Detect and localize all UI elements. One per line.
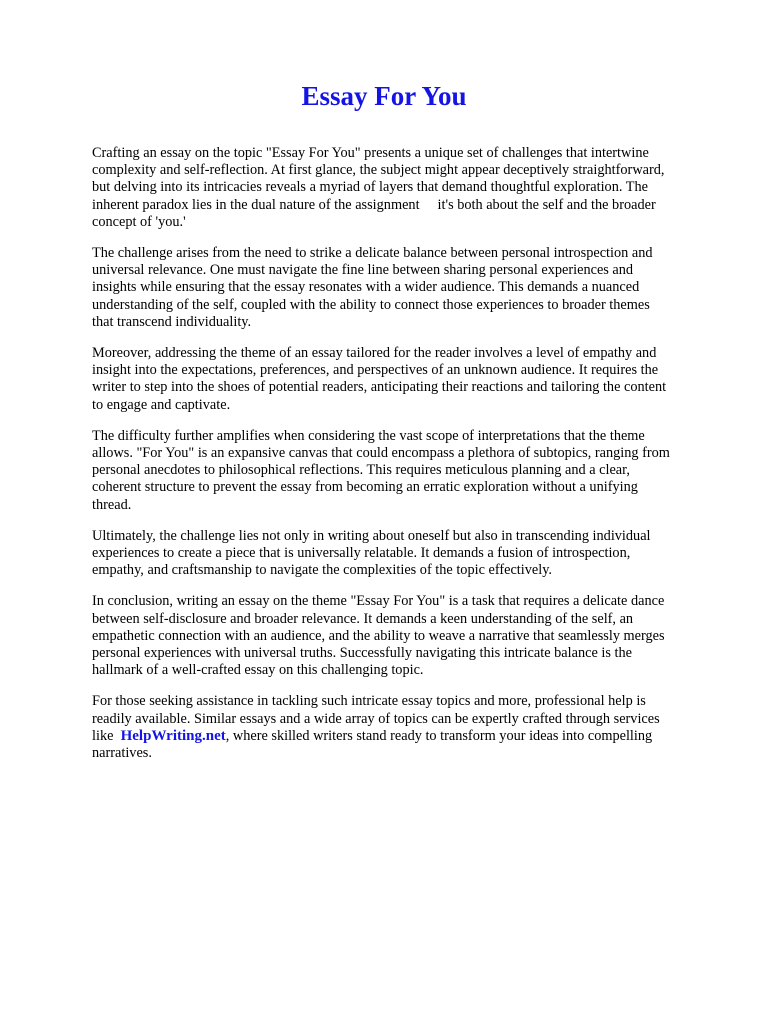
text-line: empathetic connection with an audience, and the ability to weave a narrative that seamlessly merges — [92, 627, 665, 644]
paragraph-7 — [92, 693, 732, 762]
text-line: concept of 'you.' — [92, 213, 186, 230]
text-line — [92, 197, 732, 214]
text-line — [92, 728, 732, 745]
text-line: between self-disclosure and broader relevance. It demands a keen understanding of the self, an — [92, 610, 634, 627]
text-line: insights while ensuring that the essay resonates with a wider audience. This demands a nuanced — [92, 279, 640, 296]
text-line: allows. "For You" is an expansive canvas that could encompass a plethora of subtopics, ranging from — [92, 445, 670, 462]
text-line: readily available. Similar essays and a wide array of topics can be expertly crafted through services — [92, 710, 660, 727]
text-line: hallmark of a well-crafted essay on this challenging topic. — [92, 662, 424, 679]
text-fragment: like — [92, 727, 114, 744]
text-line: that transcend individuality. — [92, 313, 252, 330]
text-line: The difficulty further amplifies when considering the vast scope of interpretations that the theme — [92, 427, 645, 444]
paragraph-6 — [92, 593, 732, 679]
text-line: Ultimately, the challenge lies not only in writing about oneself but also in transcending individual — [92, 527, 651, 544]
paragraph-3 — [92, 345, 732, 414]
document-body — [92, 145, 732, 776]
text-fragment: it's both about the self and the broader — [437, 196, 656, 213]
text-fragment: inherent paradox lies in the dual nature of the assignment — [92, 196, 420, 213]
text-line: personal experiences with universal truths. Successfully navigating this intricate balance is the — [92, 645, 632, 662]
text-line: Moreover, addressing the theme of an essay tailored for the reader involves a level of empathy and — [92, 345, 657, 362]
text-line: writer to step into the shoes of potential readers, anticipating their reactions and tailoring the content — [92, 379, 667, 396]
text-line: empathy, and craftsmanship to navigate the complexities of the topic effectively. — [92, 562, 552, 579]
helpwriting-link[interactable]: HelpWriting.net — [120, 727, 226, 744]
text-fragment: , where skilled writers stand ready to transform your ideas into compelling — [225, 727, 653, 744]
text-line: In conclusion, writing an essay on the theme "Essay For You" is a task that requires a delicate dance — [92, 593, 665, 610]
text-line: but delving into its intricacies reveals a myriad of layers that demand thoughtful exploration. The — [92, 179, 648, 196]
paragraph-2 — [92, 245, 732, 331]
text-line: narratives. — [92, 745, 152, 762]
text-line: personal anecdotes to philosophical reflections. This requires meticulous planning and a clear, — [92, 462, 630, 479]
text-line: experiences to create a piece that is universally relatable. It demands a fusion of introspection, — [92, 545, 631, 562]
document-title: Essay For You — [301, 81, 467, 111]
text-line: The challenge arises from the need to strike a delicate balance between personal introspection and — [92, 245, 653, 262]
paragraph-5 — [92, 528, 732, 580]
text-line: thread. — [92, 496, 132, 513]
paragraph-4 — [92, 428, 732, 514]
text-line: For those seeking assistance in tackling such intricate essay topics and more, professional help is — [92, 693, 646, 710]
text-line: universal relevance. One must navigate the fine line between sharing personal experiences and — [92, 262, 634, 279]
paragraph-1 — [92, 145, 732, 231]
text-line: to engage and captivate. — [92, 396, 231, 413]
text-line: coherent structure to prevent the essay from becoming an erratic exploration without a unifying — [92, 479, 638, 496]
text-line: insight into the expectations, preferences, and perspectives of an unknown audience. It requires the — [92, 362, 659, 379]
text-line: complexity and self-reflection. At first glance, the subject might appear deceptively straightforward, — [92, 162, 665, 179]
text-line: Crafting an essay on the topic "Essay For You" presents a unique set of challenges that intertwine — [92, 145, 649, 161]
text-line: understanding of the self, coupled with the ability to connect those experiences to broader themes — [92, 296, 650, 313]
